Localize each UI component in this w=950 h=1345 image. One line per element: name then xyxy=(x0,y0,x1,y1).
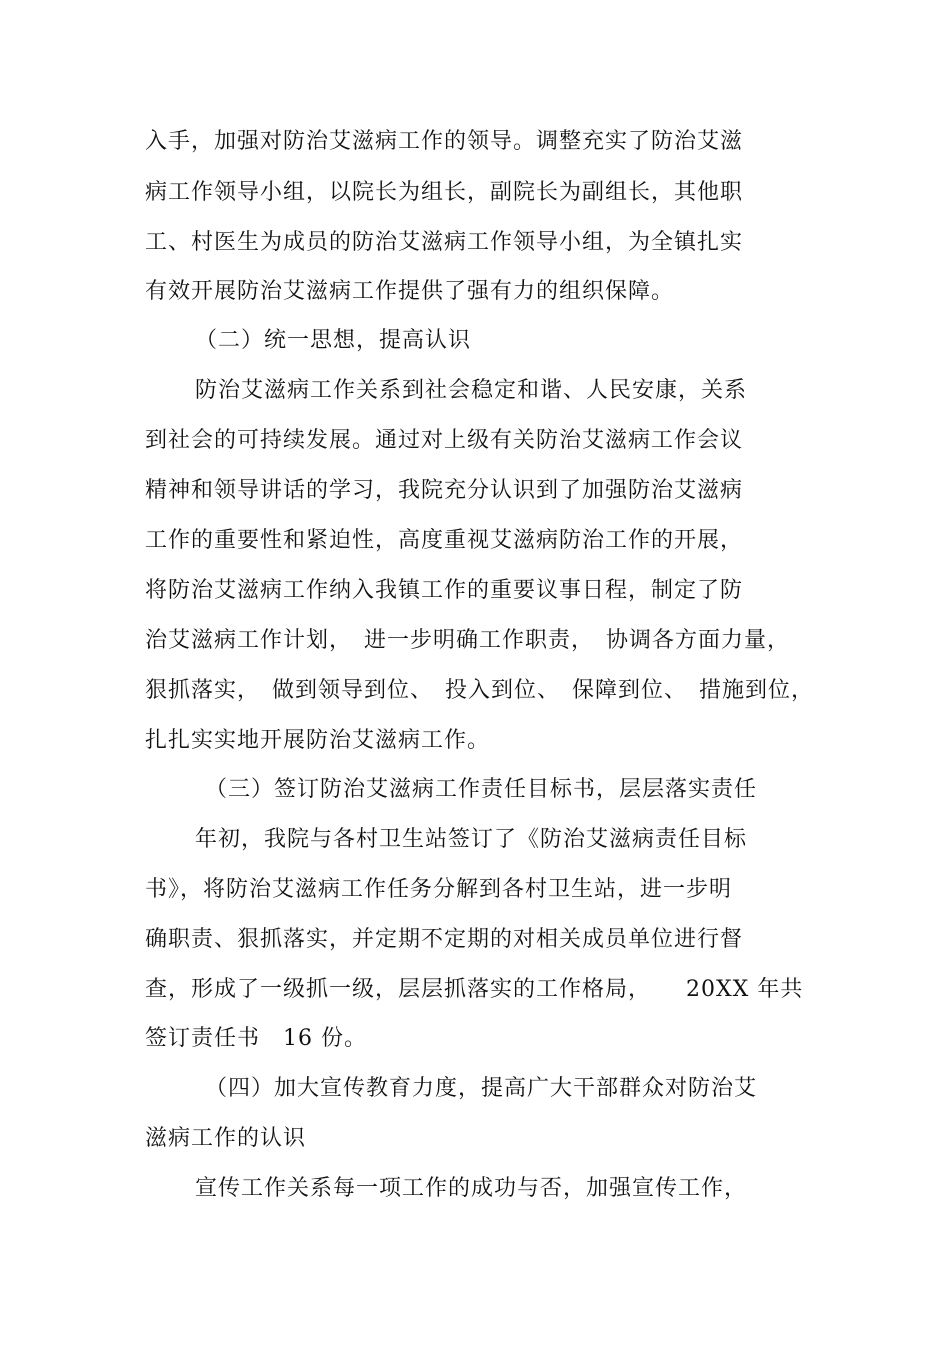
body-line-9: 工作的重要性和紧迫性，高度重视艾滋病防治工作的开展， xyxy=(145,528,744,553)
body-line-8: 精神和领导讲话的学习，我院充分认识到了加强防治艾滋病 xyxy=(145,478,744,503)
body-line-21: 滋病工作的认识 xyxy=(145,1126,307,1151)
body-line-6: 防治艾滋病工作关系到社会稳定和谐、人民安康，关系 xyxy=(195,378,748,403)
body-line-19: 签订责任书 16 份。 xyxy=(145,1026,367,1051)
section-heading-3: （三）签订防治艾滋病工作责任目标书，层层落实责任 xyxy=(205,777,758,802)
body-line-13: 扎扎实实地开展防治艾滋病工作。 xyxy=(145,728,491,753)
body-line-22: 宣传工作关系每一项工作的成功与否，加强宣传工作， xyxy=(195,1176,748,1201)
body-line-11: 治艾滋病工作计划， 进一步明确工作职责， 协调各方面力量， xyxy=(145,628,791,653)
body-line-2: 病工作领导小组，以院长为组长，副院长为副组长，其他职 xyxy=(145,180,744,205)
body-line-16: 书》，将防治艾滋病工作任务分解到各村卫生站，进一步明 xyxy=(145,877,733,902)
body-line-3: 工、村医生为成员的防治艾滋病工作领导小组，为全镇扎实 xyxy=(145,230,744,255)
body-line-7: 到社会的可持续发展。通过对上级有关防治艾滋病工作会议 xyxy=(145,428,744,453)
body-line-10: 将防治艾滋病工作纳入我镇工作的重要议事日程，制定了防 xyxy=(145,578,744,603)
body-line-4: 有效开展防治艾滋病工作提供了强有力的组织保障。 xyxy=(145,279,675,304)
body-line-1: 入手，加强对防治艾滋病工作的领导。调整充实了防治艾滋 xyxy=(145,129,744,154)
section-heading-4: （四）加大宣传教育力度，提高广大干部群众对防治艾 xyxy=(205,1076,758,1101)
body-line-12: 狠抓落实， 做到领导到位、 投入到位、 保障到位、 措施到位， xyxy=(145,678,815,703)
body-line-15: 年初，我院与各村卫生站签订了《防治艾滋病责任目标 xyxy=(195,827,748,852)
section-heading-2: （二）统一思想，提高认识 xyxy=(195,328,472,353)
body-line-18: 查，形成了一级抓一级，层层抓落实的工作格局， 20XX 年共 xyxy=(145,977,804,1002)
body-line-17: 确职责、狠抓落实，并定期不定期的对相关成员单位进行督 xyxy=(145,927,744,952)
